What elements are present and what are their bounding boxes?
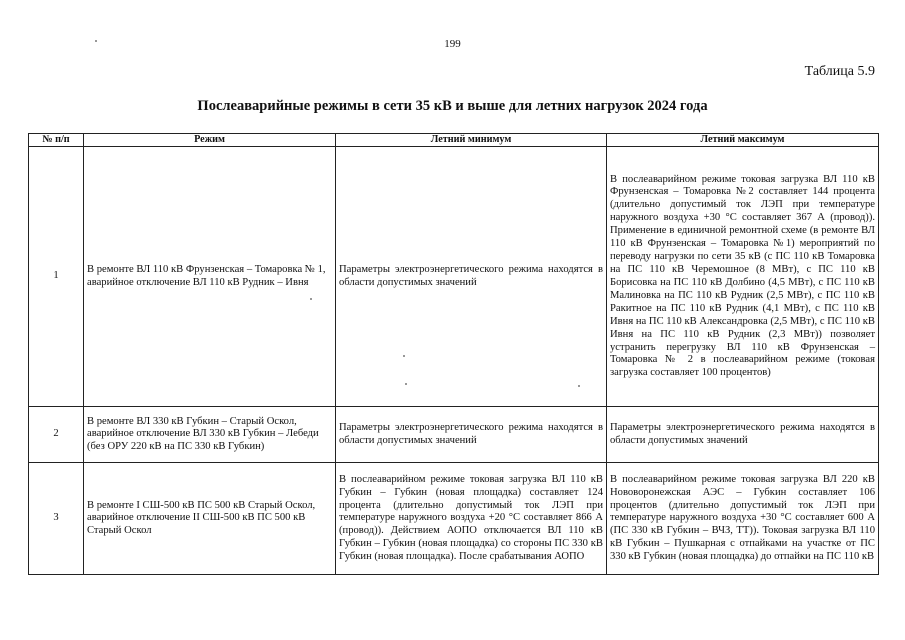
row-number: 1 [29, 147, 84, 407]
regime-cell: В ремонте ВЛ 110 кВ Фрунзенская – Томаровка № 1, аварийное отключение ВЛ 110 кВ Рудник – Ивня [84, 147, 336, 407]
regime-cell: В ремонте I СШ-500 кВ ПС 500 кВ Старый Оскол, аварийное отключение II СШ-500 кВ ПС 500 кВ Старый Оскол [84, 463, 336, 575]
header-summer-min: Летний минимум [336, 134, 607, 147]
summer-max-cell: В послеаварийном режиме токовая загрузка ВЛ 110 кВ Фрунзенская – Томаровка №2 составляет 144 процента (длительно допустимый ток ЛЭП при температуре наружного воздуха +30 °С составляет 367 А (провод)). Применение в единичной ремонтной схеме (в ремонте ВЛ 110 кВ Фрунзенская – Томаровка №1) мероприятий по переводу нагрузки по сети 35 кВ (с ПС 110 кВ Томаровка на ПС 110 кВ Черемошное (8 МВт), с ПС 110 кВ Борисовка на ПС 110 кВ Долбино (4,5 МВт), с ПС 110 кВ Малиновка на ПС 110 кВ Рудник (2,5 МВт), с ПС 110 кВ Ракитное на ПС 110 кВ Рудник (4,1 МВт), с ПС 110 кВ Ивня на ПС 110 кВ Александровка (2,5 МВт), с ПС 110 кВ Ивня на ПС 110 кВ Рудник (2,3 МВт)) позволяет устранить перегрузку ВЛ 110 кВ Фрунзенская – Томаровка № 2 в послеаварийном режиме (токовая загрузка составляет 100 процентов) [607, 147, 879, 407]
scan-speck [578, 385, 580, 387]
scan-speck [310, 298, 312, 300]
table-row [29, 463, 879, 575]
header-summer-max: Летний максимум [607, 134, 879, 147]
summer-max-cell: Параметры электроэнергетического режима находятся в области допустимых значений [607, 407, 879, 463]
summer-min-cell: Параметры электроэнергетического режима находятся в области допустимых значений [336, 407, 607, 463]
table-row [29, 147, 879, 407]
page-number: 199 [444, 38, 461, 50]
regime-cell: В ремонте ВЛ 330 кВ Губкин – Старый Оскол, аварийное отключение ВЛ 330 кВ Губкин – Лебеди (без ОРУ 220 кВ на ПС 330 кВ Губкин) [84, 407, 336, 463]
scan-speck [95, 40, 97, 42]
table-row [29, 407, 879, 463]
summer-max-cell: В послеаварийном режиме токовая загрузка ВЛ 220 кВ Нововоронежская АЭС – Губкин составляет 106 процентов (длительно допустимый ток ЛЭП при температуре наружного воздуха +30 °С составляет 600 А (ПС 330 кВ Губкин – ВЧЗ, ТТ)). Токовая загрузка ВЛ 110 кВ Губкин – Пушкарная с отпайками на участке от ПС 330 кВ Губкин (новая площадка) до отпайки на ПС 110 кВ [607, 463, 879, 575]
header-regime: Режим [84, 134, 336, 147]
table-header-row [29, 134, 879, 147]
post-emergency-regimes-table [28, 133, 879, 575]
summer-min-cell: Параметры электроэнергетического режима находятся в области допустимых значений [336, 147, 607, 407]
document-title: Послеаварийные режимы в сети 35 кВ и выше для летних нагрузок 2024 года [197, 98, 708, 114]
table-label: Таблица 5.9 [804, 64, 875, 79]
summer-min-cell: В послеаварийном режиме токовая загрузка ВЛ 110 кВ Губкин – Губкин (новая площадка) составляет 124 процента (длительно допустимый ток ЛЭП при температуре наружного воздуха +20 °С составляет 866 А (провод)). Действием АОПО отключается ВЛ 110 кВ Губкин – Губкин (новая площадка) со стороны ПС 330 кВ Губкин (новая площадка). После срабатывания АОПО [336, 463, 607, 575]
header-number: № п/п [29, 134, 84, 147]
row-number: 3 [29, 463, 84, 575]
scan-speck [405, 383, 407, 385]
row-number: 2 [29, 407, 84, 463]
scan-speck [403, 355, 405, 357]
